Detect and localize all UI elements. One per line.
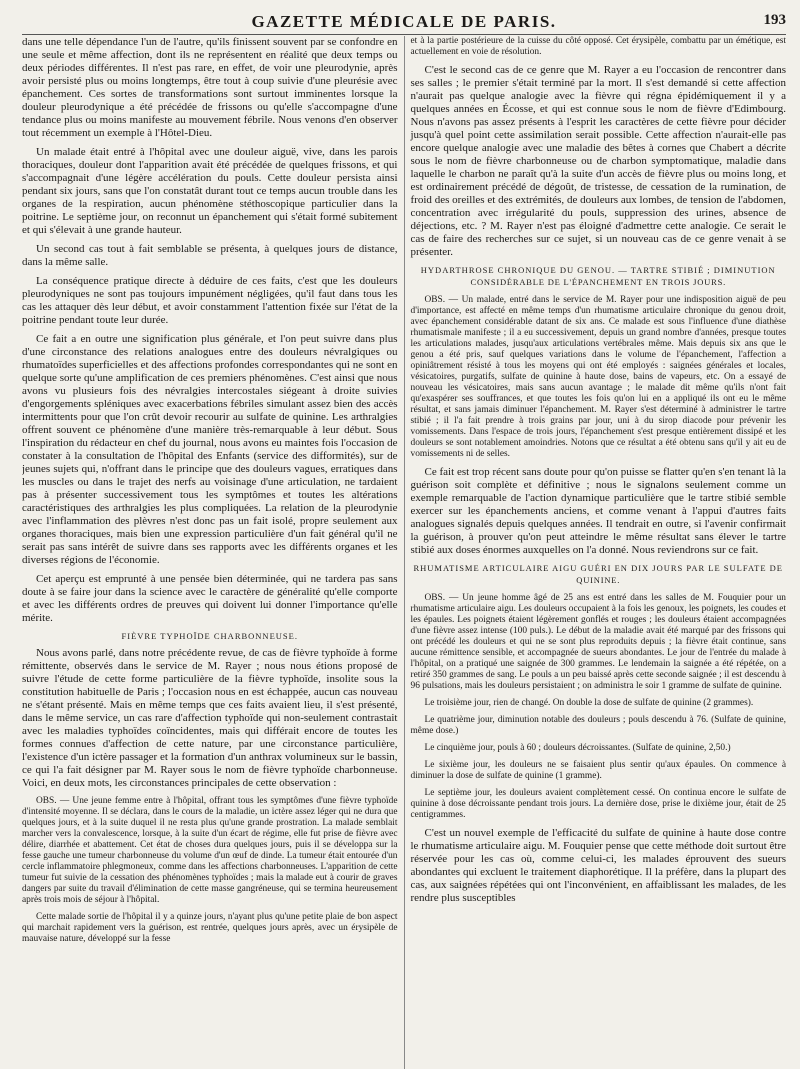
left-column [22,36,404,1069]
observation-block [22,796,398,945]
paragraph: dans une telle dépendance l'un de l'autre, qu'ils finissent souvent par se confondre en une seule et même affection, dont ils ne représentent en réalité que deux temps ou deux périodes différentes. Il n'est pas rare, en effet, de voir une pleurodynie, après avoir persisté plus ou moins longtemps, être tout à coup suivie d'une pleurésie avec épanchement. Ces sortes de transformations sont surtout imminentes lorsque la douleur pleurodynique a été précédée de frissons ou qu'elle s'accompagne d'une tendance plus ou moins manifeste au mouvement fébrile. Nous venons d'en observer tout récemment un exemple à l'Hôtel-Dieu. [22,36,398,139]
section-subtitle: CONSIDÉRABLE DE L'ÉPANCHEMENT EN TROIS JOURS. [470,277,727,287]
paragraph: C'est un nouvel exemple de l'efficacité du sulfate de quinine à haute dose contre le rhumatisme articulaire aigu. M. Fouquier pense que cette méthode doit surtout être réservée pour les cas où, comme celui-ci, les malades éprouvent des sueurs abondantes qui excluent le traitement diaphorétique. Il la préfère, dans la plupart des cas, aux saignées répétées qui ont l'inconvénient, en affaiblissant les malades, de les rendre plus susceptibles [410,827,786,904]
page-header [22,6,786,35]
paragraph: Cet aperçu est emprunté à une pensée bien déterminée, qui ne tardera pas sans doute à se faire jour dans la science avec le caractère de généralité qu'elle comporte et avec les différents ordres de preuves qui doivent lui donner l'importance qu'elle mérite. [22,573,398,624]
paragraph: Ce fait a en outre une signification plus générale, et l'on peut suivre dans plus d'une circonstance des relations analogues entre des douleurs névralgiques ou rhumatoïdes superficielles et des affections profondes correspondantes qui ne sont en quelque sorte qu'une amplification de ces premiers phénomènes. C'est ainsi que nous avons vu plusieurs fois des névralgies intercostales siégeant à droite suivies d'engorgements spléniques avec exacerbations fébriles simulant assez bien des accès intermittents pour que l'on crût devoir recourir au sulfate de quinine. Les arthralgies offrent souvent ce phénomène d'une manière très-remarquable à leur début. Sous l'inspiration du rédacteur en chef du journal, nous avons eu maintes fois l'occasion de constater à la consultation de l'hôpital des Enfants (service des difformités), sur de jeunes sujets qui, n'offrant dans le principe que des douleurs vagues, erratiques dans les muscles ou dans le trajet des nerfs au voisinage d'une articulation, ne tardaient pas à présenter successivement tous les symptômes et toutes les altérations caractéristiques des arthralgies les plus compliquées. La relation de la pleurodynie avec l'inflammation des plèvres n'est donc pas un fait isolé, propre seulement aux organes thoraciques, mais bien une expression particulière d'un fait général qu'il ne serait pas sans intérêt de suivre dans ses rapports avec les différents organes et les diverses régions de l'économie. [22,333,398,566]
observation-paragraph: Le troisième jour, rien de changé. On double la dose de sulfate de quinine (2 grammes). [424,698,754,708]
observation-paragraph: OBS. — Un malade, entré dans le service de M. Rayer pour une indisposition aiguë de peu d'importance, est affecté en même temps d'un rhumatisme articulaire chronique du genou droit, avec épanchement considérable datant de six ans. Ce malade est sous l'influence d'une diathèse rhumatismale manifeste ; il a eu successivement, depuis un grand nombre d'années, presque toutes les articulations malades, jusqu'aux articulations vertébrales même. Mais depuis six ans que le genou a été pris, sauf quelques variations dans le volume de l'épanchement, l'affection a opiniâtrement résisté à tous les moyens qui ont été employés : saignées générales et locales, vésicatoires, purgatifs, sulfate de quinine à haute dose, bains de vapeurs, etc. On a essayé de nouveau les vésicatoires, mais sans aucun avantage ; le malade dit même qu'ils n'ont fait qu'exaspérer ses souffrances, et que toutes les fois qu'on lui en a appliqué ils ont eu le même résultat, et sans jamais diminuer l'épanchement. M. Rayer s'est déterminé à administrer le tartre stibié ; il l'a fait prendre à trois grains par jour, uni à du sirop diacode pour prévenir les vomissements. Dans l'espace de trois jours, l'épanchement s'est presque entièrement dissipé et les douleurs se sont notablement amoindries. Notons que ce résultat a été obtenu sans qu'il y ait eu de vomissements ni de selles. [410,295,786,459]
paragraph: Un second cas tout à fait semblable se présenta, à quelques jours de distance, dans la même salle. [22,243,398,268]
observation-paragraph: Le cinquième jour, pouls à 60 ; douleurs décroissantes. (Sulfate de quinine, 2,50.) [424,743,731,753]
page-number: 193 [763,12,786,28]
observation-paragraph: Cette malade sortie de l'hôpital il y a quinze jours, n'ayant plus qu'une petite plaie de bon aspect qui marchait rapidement vers la guérison, est rentrée, quelques jours après, avec un érysipèle de mauvaise nature, développé sur la fesse [22,912,398,944]
columns [22,36,786,1069]
observation-block [411,593,787,821]
section-title: RHUMATISME ARTICULAIRE AIGU GUÉRI EN DIX JOURS PAR LE SULFATE DE [413,563,783,573]
right-column [404,36,787,1069]
paragraph: Ce fait est trop récent sans doute pour qu'on puisse se flatter qu'en s'en tenant là la guérison soit complète et définitive ; nous le signalons seulement comme un exemple remarquable de l'action dynamique particulière que le tartre stibié semble exercer sur les épanchements anciens, et comme venant à l'appui d'autres faits analogues signalés depuis quelques années. Il tendrait en outre, si l'avenir confirmait la guérison, à prouver qu'on peut atteindre le même résultat sans élever le tartre stibié aux doses énormes auxquelles on l'a donné. Nous reviendrons sur ce fait. [410,466,786,556]
section-subtitle: QUININE. [576,575,621,585]
observation-paragraph: Le quatrième jour, diminution notable des douleurs ; pouls descendu à 76. (Sulfate de quinine, même dose.) [410,715,786,736]
observation-block [411,295,787,460]
paragraph: Nous avons parlé, dans notre précédente revue, de cas de fièvre typhoïde à forme rémittente, observés dans le service de M. Rayer ; nous nous étions proposé de suivre l'étude de cette forme particulière de la fièvre typhoïde, insolite sous la constitution habituelle de Paris ; l'occasion nous en est échappée, aucun cas nouveau ne s'étant présenté. Mais en même temps que ces faits avaient lieu, il s'est présenté, dans le même service, un cas rare d'affection typhoïde qui non-seulement contrastait avec les maladies typhoïdes coïncidentes, mais qui différait encore de toutes les formes connues d'affection de cette nature, par une circonstance particulière, l'existence d'un ictère passager et la formation d'un anthrax volumineux sur le bassin, ce qui l'a fait désigner par M. Rayer sous le nom de fièvre typhoïde charbonneuse. Voici, en deux mots, les circonstances principales de cette observation : [22,647,398,789]
section-title: FIÈVRE TYPHOÏDE CHARBONNEUSE. [121,631,298,641]
observation-paragraph: et à la partie postérieure de la cuisse du côté opposé. Cet érysipèle, combattu par un émétique, est actuellement en voie de résolution. [410,36,786,57]
paragraph: Un malade était entré à l'hôpital avec une douleur aiguë, vive, dans les parois thoraciques, douleur dont l'apparition avait été précédée de quelques frissons, et qui s'accompagnait d'une légère accélération du pouls. Cette douleur persista ainsi pendant six jours, sans que l'on constatât durant tout ce temps aucun trouble dans les organes de la respiration, aucun phénomène stéthoscopique particulier dans la poitrine. Le septième jour, on reconnut un épanchement qui s'était formé subitement et qui s'élevait à une grande hauteur. [22,146,398,236]
observation-paragraph: OBS. — Un jeune homme âgé de 25 ans est entré dans les salles de M. Fouquier pour un rhumatisme articulaire aigu. Les douleurs occupaient à la fois les genoux, les poignets, les coudes et les épaules. Les poignets étaient légèrement gonflés et rouges ; les douleurs étaient accompagnées d'une fièvre assez intense (100 puls.). Le début de la maladie avait été marqué par des frissons qui ont précédé les douleurs et qui ne se sont plus reproduits depuis ; la fièvre était continue, sans aucune rémittence sensible, et accompagnée de sueurs abondantes. Le jour de l'entrée du malade à l'hôpital, on a pratiqué une saignée de 300 grammes. Le lendemain la saignée a été répétée, on a retiré 350 grammes de sang. Le pouls a un peu baissé après cette seconde saignée ; il est descendu à 96 pulsations, mais les douleurs persistaient ; on administra le soir 1 gramme de sulfate de quinine. [410,593,786,691]
observation-continuation [411,36,787,58]
observation-paragraph: Le sixième jour, les douleurs ne se faisaient plus sentir qu'aux épaules. On commence à diminuer la dose de sulfate de quinine (1 gramme). [410,760,786,781]
paragraph: C'est le second cas de ce genre que M. Rayer a eu l'occasion de rencontrer dans ses salles ; le premier s'était terminé par la mort. Il s'est demandé si cette affection n'aurait pas quelque analogie avec la fièvre qui régna épidémiquement il y a quelques années en Écosse, et qui est connue sous le nom de fièvre d'Edimbourg. Nous n'avons pas assez présents à l'esprit les caractères de cette fièvre pour décider jusqu'à quel point cette assimilation serait possible. Cette affection n'aurait-elle pas encore quelque analogie avec une maladie des bêtes à cornes que Chabert a décrite sous le nom de fièvre charbonneuse ou de charbon symptomatique, maladie dans laquelle le charbon ne paraît qu'à la suite d'un accès de fièvre plus ou moins long, et est ordinairement précédé de dégoût, de tristesse, de cessation de la rumination, de froid des oreilles et des extrémités, de douleurs aux lombes, de tension de l'abdomen, concentration avec irrégularité du pouls, suppression des urines, absence de déjections, etc. ? M. Rayer n'est pas éloigné d'admettre cette analogie. Ce serait le cas de faire des recherches sur ce sujet, si un nouveau cas de ce genre venait à se présenter. [410,64,786,258]
paragraph: La conséquence pratique directe à déduire de ces faits, c'est que les douleurs pleurodyniques ne sont pas toujours impunément négligées, qu'il faut dans tous les cas les attaquer dès leur début, et avoir constamment l'attention fixée sur l'état de la poitrine pendant toute leur durée. [22,275,398,326]
observation-paragraph: OBS. — Une jeune femme entre à l'hôpital, offrant tous les symptômes d'une fièvre typhoïde d'intensité moyenne. Il se déclara, dans le cours de la maladie, un ictère assez léger qui ne dura que quelques jours, et à la suite duquel il ne resta plus qu'une grande prostration. La malade semblait marcher vers la convalescence, lorsque, à la suite d'un écart de régime, elle fut prise de fièvre avec délire, diarrhée et abattement. Cet état de choses dura quelques jours, puis il se développa sur la fesse gauche une tumeur charbonneuse du volume d'un œuf de dinde. La tumeur était entourée d'un cercle inflammatoire phlegmoneux, comme dans les affections charbonneuses. L'apparition de cette tumeur fut suivie de la cessation des phénomènes typhoïdes ; mais la malade eut à courir de graves dangers par suite du travail d'élimination de cette masse gangréneuse, qui se termina heureusement après trois mois de séjour à l'hôpital. [22,796,398,905]
section-title: HYDARTHROSE CHRONIQUE DU GENOU. — TARTRE STIBIÉ ; DIMINUTION [420,265,776,275]
running-title: GAZETTE MÉDICALE DE PARIS. [251,12,557,31]
observation-paragraph: Le septième jour, les douleurs avaient complètement cessé. On continua encore le sulfate de quinine à dose décroissante pendant trois jours. La dernière dose, prise le dixième jour, était de 25 centigrammes. [410,788,786,820]
